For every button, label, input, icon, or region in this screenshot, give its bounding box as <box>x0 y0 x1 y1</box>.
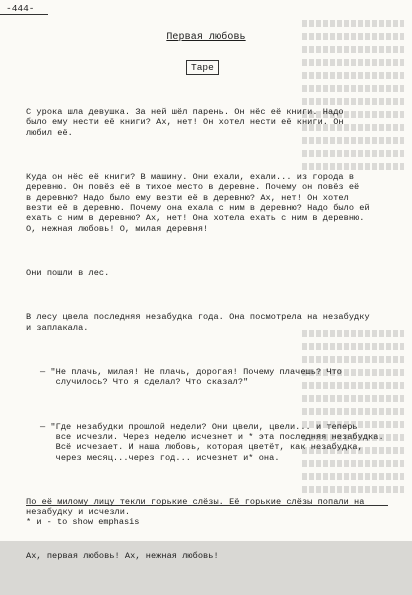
page-title: Первая любовь <box>166 32 246 43</box>
paragraph-3: Они пошли в лес. <box>26 268 110 279</box>
footnote-rule <box>26 505 388 506</box>
paragraph-1: С урока шла девушка. За ней шёл парень. Он нёс её книги. Надо было ему нести её книги? Ах, нет! Он хотел нести её книги. Он любил её. <box>26 106 344 138</box>
tape-label-box: Tape <box>186 60 219 75</box>
paragraph-4: В лесу цвела последняя незабудка года. Она посмотрела на незабудку и заплакала. <box>26 312 370 333</box>
dialogue-line-2: — "Где незабудки прошлой недели? Они цвели, цвели... и теперь все исчезли. Через неделю исчезнет и * эта последняя незабудка. Всё исчезает. И наша любовь, которая цветёт, как незабудка, через месяц...через год... исчезнет и* она. <box>40 421 384 463</box>
paragraph-6: Ах, первая любовь! Ах, нежная любовь! <box>26 550 219 561</box>
top-rule <box>0 14 48 15</box>
paragraph-2: Куда он нёс её книги? В машину. Они ехали, ехали... из города в деревню. Он повёз её в тихое место в деревне. Почему он повёз её в деревню? Надо было ему везти её в деревню? Ах, нет! Он хотел везти её в деревню. Почему она ехала с ним в деревню? Надо было ей ехать с ним в деревню? Ах, нет! Она хотела ехать с ним в деревню. О, нежная любовь! О, милая деревня! <box>26 171 370 234</box>
dialogue-line-1: — "Не плачь, милая! Не плачь, дорогая! Почему плачешь? Что случилось? Что я сделал? Что сказал?" <box>40 366 343 388</box>
paragraph-5: По её милому лицу текли горькие слёзы. Её горькие слёзы попали на незабудку и исчезли. <box>26 497 365 518</box>
page-number: -444- <box>6 3 35 14</box>
footnote: * и - to show emphasis <box>26 517 140 527</box>
